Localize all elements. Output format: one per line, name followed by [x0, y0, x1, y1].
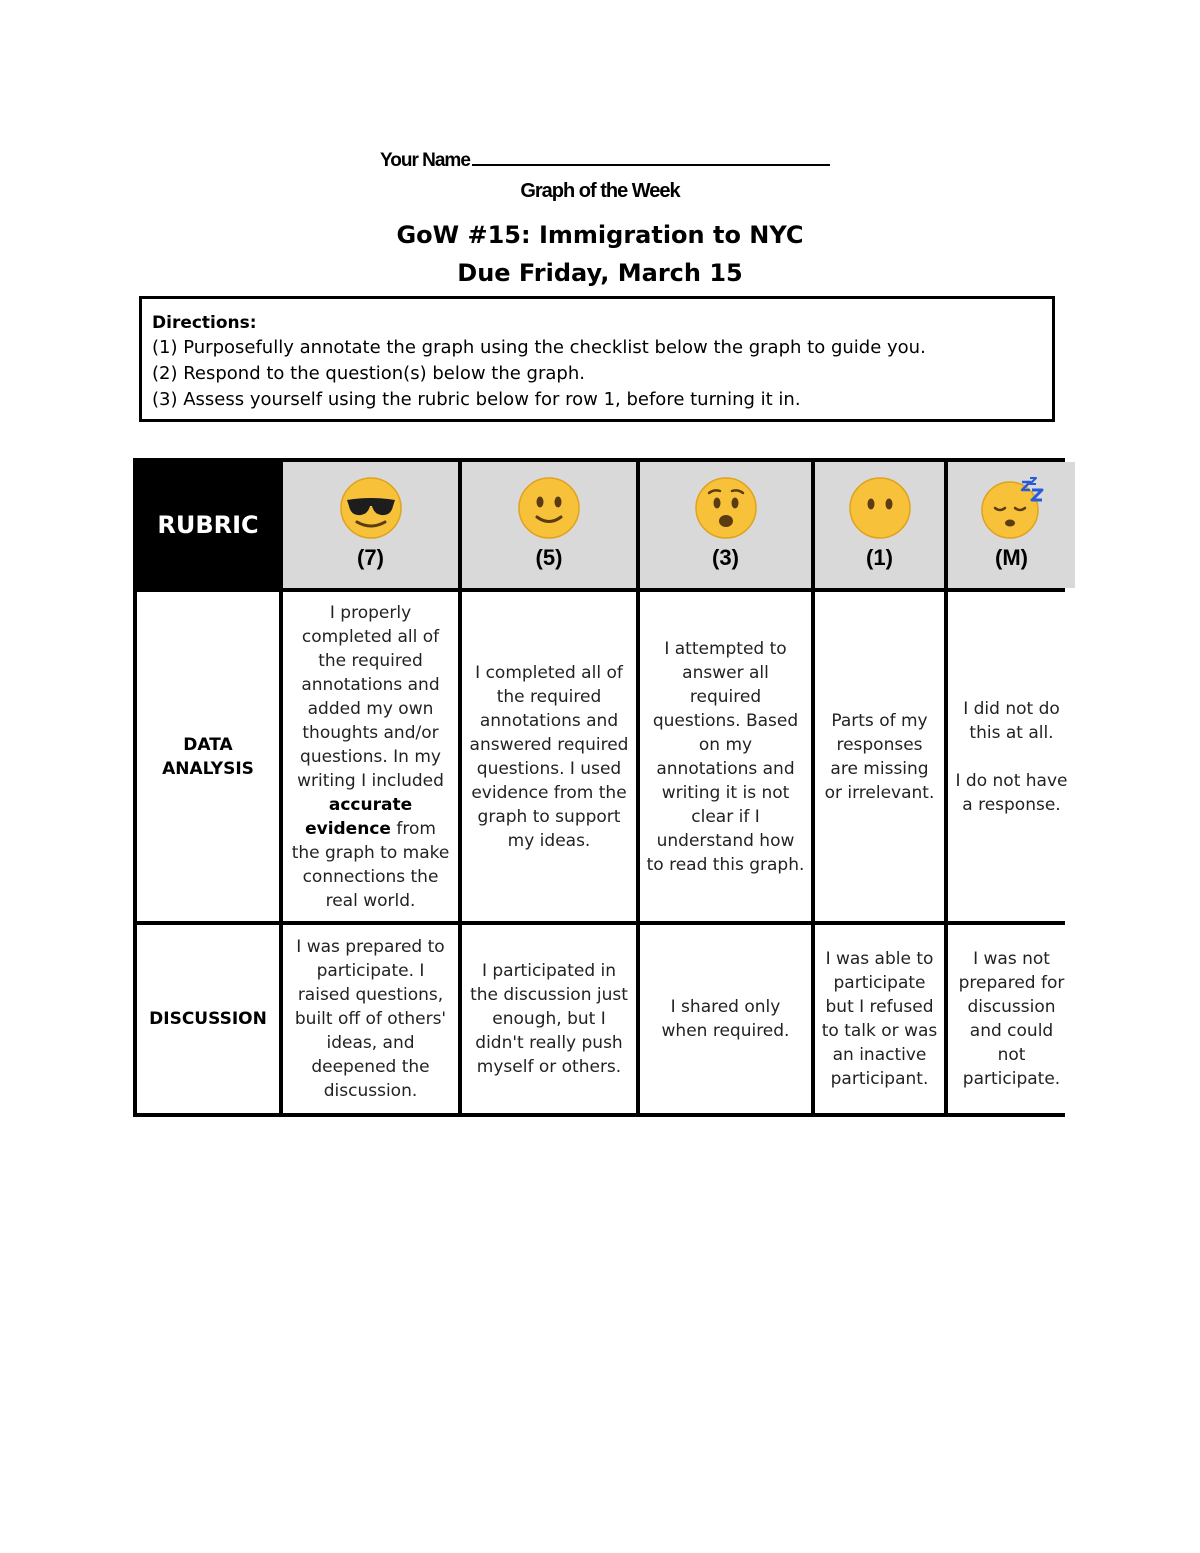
criterion-text: from the graph to make connections the real world.	[291, 818, 450, 911]
criterion-text: I completed all of the required annotations and answered required questions. I used evidence from the graph to support my ideas.	[469, 662, 629, 851]
row-label-discussion	[137, 925, 279, 1113]
sleeping-face-icon	[980, 476, 1044, 540]
directions-box	[139, 296, 1055, 422]
level-score: (5)	[535, 545, 563, 570]
criterion-emphasis: accurate evidence	[305, 794, 413, 839]
level-header-3	[640, 462, 811, 588]
criterion-text: I properly completed all of the required annotations and added my own thoughts and/or questions. In my writing I included	[297, 602, 444, 791]
name-field	[380, 142, 830, 172]
level-header-m	[948, 462, 1075, 588]
criterion-text: I do not have a response.	[955, 770, 1068, 815]
row-label-line: DATA	[183, 734, 233, 755]
level-header-1	[815, 462, 944, 588]
level-score: (1)	[866, 545, 893, 570]
directions-heading: Directions:	[152, 313, 257, 333]
level-score: (3)	[712, 545, 739, 570]
criterion-cell	[283, 925, 458, 1113]
criterion-cell	[283, 592, 458, 921]
rubric-corner-label: RUBRIC	[137, 462, 279, 588]
name-blank-line	[472, 164, 830, 166]
rubric-table	[133, 458, 1068, 1117]
criterion-cell	[815, 592, 944, 921]
direction-item-3: (3) Assess yourself using the rubric below for row 1, before turning it in.	[152, 389, 801, 410]
criterion-text: Parts of my responses are missing or irrelevant.	[824, 710, 935, 803]
level-header-7	[283, 462, 458, 588]
criterion-text: I attempted to answer all required questions. Based on my annotations and writing it is not clear if I understand how to read this graph.	[646, 638, 805, 875]
page-title: GoW #15: Immigration to NYC	[396, 221, 804, 249]
criterion-text: I did not do this at all.	[963, 698, 1060, 743]
sunglasses-face-icon	[339, 476, 403, 540]
criterion-cell	[815, 925, 944, 1113]
neutral-face-icon	[848, 476, 912, 540]
criterion-cell	[640, 925, 811, 1113]
criterion-cell	[948, 592, 1075, 921]
criterion-cell	[462, 925, 636, 1113]
direction-item-1: (1) Purposefully annotate the graph using the checklist below the graph to guide you.	[152, 337, 926, 358]
criterion-cell	[640, 592, 811, 921]
criterion-cell	[948, 925, 1075, 1113]
name-label: Your Name	[380, 150, 470, 171]
criterion-text: I was prepared to participate. I raised questions, built off of others' ideas, and deepened the discussion.	[294, 937, 447, 1101]
frowning-face-icon	[694, 476, 758, 540]
due-date: Due Friday, March 15	[457, 259, 743, 287]
criterion-text: I participated in the discussion just enough, but I didn't really push myself or others.	[470, 961, 628, 1077]
row-label-line: ANALYSIS	[162, 758, 254, 779]
criterion-text: I was able to participate but I refused to talk or was an inactive participant.	[821, 949, 938, 1089]
level-header-5	[462, 462, 636, 588]
level-score: (M)	[995, 545, 1028, 570]
row-label-line: DISCUSSION	[149, 1009, 267, 1029]
series-label: Graph of the Week	[520, 180, 680, 202]
criterion-text: I shared only when required.	[661, 997, 790, 1041]
row-label-data-analysis	[137, 592, 279, 921]
direction-item-2: (2) Respond to the question(s) below the graph.	[152, 363, 585, 384]
criterion-cell	[462, 592, 636, 921]
smiling-face-icon	[517, 476, 581, 540]
criterion-text: I was not prepared for discussion and could not participate.	[958, 949, 1065, 1089]
level-score: (7)	[357, 545, 384, 570]
